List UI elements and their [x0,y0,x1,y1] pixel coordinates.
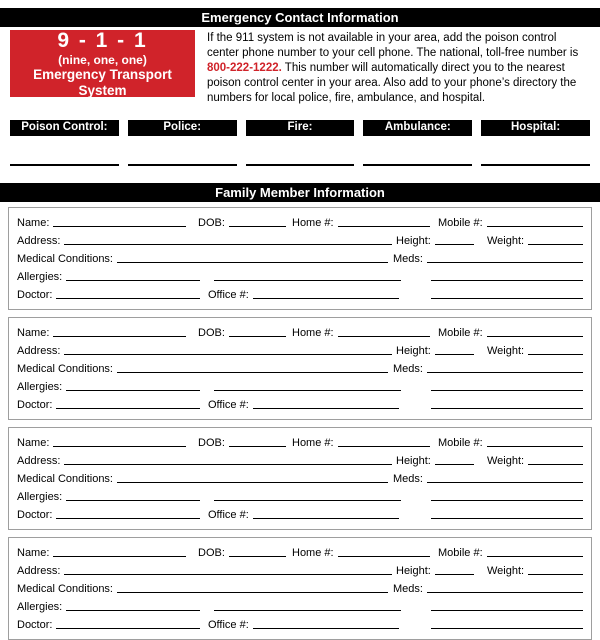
office-phone-line[interactable] [253,515,399,519]
office-phone-label: Office #: [208,509,249,521]
allergies-continuation-line[interactable] [214,277,401,281]
name-line[interactable] [53,553,186,557]
police-number-line[interactable] [128,164,237,166]
poison-control-number-line[interactable] [10,164,119,166]
meds-line[interactable] [427,369,583,373]
instructions-before-phone: If the 911 system is not available in your area, add the poison control center phone number to your cell phone. The national, toll-free number is [207,32,579,59]
poison-control-phone-number: 800-222-1222. [207,62,282,74]
name-line[interactable] [53,443,186,447]
meds-continuation-line-2[interactable] [431,295,583,299]
meds-continuation-line-1[interactable] [431,387,583,391]
doctor-label: Doctor: [17,509,53,521]
mobile-phone-label: Mobile #: [438,327,483,339]
address-label: Address: [17,345,61,357]
medical-conditions-label: Medical Conditions: [17,363,113,375]
allergies-line[interactable] [66,607,200,611]
911-spelled-out: (nine, one, one) [58,52,147,67]
allergies-continuation-line[interactable] [214,387,401,391]
mobile-phone-line[interactable] [487,443,583,447]
name-label: Name: [17,327,50,339]
meds-continuation-line-1[interactable] [431,607,583,611]
row-name-dob-phones [17,432,583,450]
meds-label: Meds: [393,253,423,265]
row-address [17,450,583,468]
doctor-line[interactable] [56,405,200,409]
height-line[interactable] [435,241,474,245]
name-line[interactable] [53,333,186,337]
dob-line[interactable] [229,443,286,447]
911-card [10,30,195,97]
section-header-emergency-contact: Emergency Contact Information [0,8,600,27]
meds-continuation-line-1[interactable] [431,277,583,281]
dob-label: DOB: [198,437,225,449]
meds-continuation-line-2[interactable] [431,515,583,519]
meds-line[interactable] [427,479,583,483]
medical-conditions-line[interactable] [117,259,388,263]
address-label: Address: [17,565,61,577]
contact-hospital [481,120,590,166]
weight-label: Weight: [487,345,525,357]
row-doctor [17,284,583,302]
mobile-phone-line[interactable] [487,333,583,337]
ambulance-label: Ambulance: [363,120,472,136]
home-phone-label: Home #: [292,437,334,449]
medical-conditions-label: Medical Conditions: [17,253,113,265]
dob-line[interactable] [229,333,286,337]
address-line[interactable] [64,571,392,575]
row-doctor [17,614,583,632]
doctor-line[interactable] [56,515,200,519]
fire-label: Fire: [246,120,355,136]
doctor-label: Doctor: [17,619,53,631]
weight-label: Weight: [487,565,525,577]
medical-conditions-label: Medical Conditions: [17,583,113,595]
office-phone-label: Office #: [208,399,249,411]
meds-label: Meds: [393,583,423,595]
name-label: Name: [17,217,50,229]
office-phone-label: Office #: [208,289,249,301]
weight-label: Weight: [487,235,525,247]
home-phone-line[interactable] [338,443,430,447]
hospital-number-line[interactable] [481,164,590,166]
weight-line[interactable] [528,571,583,575]
medical-conditions-label: Medical Conditions: [17,473,113,485]
contact-poison-control [10,120,119,166]
meds-line[interactable] [427,589,583,593]
doctor-line[interactable] [56,295,200,299]
allergies-label: Allergies: [17,491,63,503]
weight-line[interactable] [528,241,583,245]
family-member-block-1 [8,207,592,310]
doctor-label: Doctor: [17,399,53,411]
mobile-phone-line[interactable] [487,223,583,227]
allergies-line[interactable] [66,277,200,281]
allergies-label: Allergies: [17,601,63,613]
allergies-label: Allergies: [17,271,63,283]
height-line[interactable] [435,461,474,465]
home-phone-label: Home #: [292,547,334,559]
dob-line[interactable] [229,223,286,227]
instructions-after-phone: This number will automatically direct you to the nearest poison control center in your area. Also add to your phone’s directory the numbers for local police, fire, ambulance, and hospital. [207,62,577,104]
meds-continuation-line-2[interactable] [431,625,583,629]
mobile-phone-label: Mobile #: [438,547,483,559]
ambulance-number-line[interactable] [363,164,472,166]
contact-ambulance [363,120,472,166]
doctor-label: Doctor: [17,289,53,301]
home-phone-line[interactable] [338,333,430,337]
row-name-dob-phones [17,542,583,560]
row-allergies [17,486,583,504]
meds-label: Meds: [393,363,423,375]
allergies-line[interactable] [66,387,200,391]
mobile-phone-label: Mobile #: [438,437,483,449]
height-line[interactable] [435,571,474,575]
poison-control-label: Poison Control: [10,120,119,136]
address-line[interactable] [64,461,392,465]
mobile-phone-line[interactable] [487,553,583,557]
dob-label: DOB: [198,327,225,339]
row-medical [17,578,583,596]
address-line[interactable] [64,241,392,245]
police-label: Police: [128,120,237,136]
contact-fire [246,120,355,166]
row-medical [17,468,583,486]
address-label: Address: [17,455,61,467]
allergies-label: Allergies: [17,381,63,393]
row-address [17,560,583,578]
height-label: Height: [396,235,431,247]
mobile-phone-label: Mobile #: [438,217,483,229]
address-label: Address: [17,235,61,247]
weight-line[interactable] [528,351,583,355]
office-phone-label: Office #: [208,619,249,631]
row-medical [17,358,583,376]
fire-number-line[interactable] [246,164,355,166]
emergency-contact-form [0,8,600,640]
family-member-block-4 [8,537,592,640]
medical-conditions-line[interactable] [117,479,388,483]
dob-line[interactable] [229,553,286,557]
height-label: Height: [396,565,431,577]
allergies-line[interactable] [66,497,200,501]
height-line[interactable] [435,351,474,355]
meds-label: Meds: [393,473,423,485]
intro-section [10,30,590,106]
emergency-numbers-row [10,120,590,166]
meds-line[interactable] [427,259,583,263]
office-phone-line[interactable] [253,625,399,629]
weight-label: Weight: [487,455,525,467]
911-number: 9 - 1 - 1 [57,28,148,52]
row-allergies [17,376,583,394]
row-doctor [17,394,583,412]
family-member-block-2 [8,317,592,420]
height-label: Height: [396,345,431,357]
allergies-continuation-line[interactable] [214,607,401,611]
height-label: Height: [396,455,431,467]
address-line[interactable] [64,351,392,355]
name-label: Name: [17,437,50,449]
row-medical [17,248,583,266]
911-caption: Emergency Transport System [33,66,172,98]
office-phone-line[interactable] [253,295,399,299]
dob-label: DOB: [198,217,225,229]
name-label: Name: [17,547,50,559]
row-doctor [17,504,583,522]
meds-continuation-line-1[interactable] [431,497,583,501]
meds-continuation-line-2[interactable] [431,405,583,409]
home-phone-line[interactable] [338,223,430,227]
hospital-label: Hospital: [481,120,590,136]
family-member-block-3 [8,427,592,530]
row-allergies [17,266,583,284]
home-phone-label: Home #: [292,327,334,339]
medical-conditions-line[interactable] [117,369,388,373]
instructions-paragraph [207,30,590,106]
contact-police [128,120,237,166]
office-phone-line[interactable] [253,405,399,409]
row-name-dob-phones [17,212,583,230]
row-address [17,230,583,248]
dob-label: DOB: [198,547,225,559]
doctor-line[interactable] [56,625,200,629]
home-phone-label: Home #: [292,217,334,229]
weight-line[interactable] [528,461,583,465]
medical-conditions-line[interactable] [117,589,388,593]
name-line[interactable] [53,223,186,227]
row-allergies [17,596,583,614]
row-name-dob-phones [17,322,583,340]
home-phone-line[interactable] [338,553,430,557]
row-address [17,340,583,358]
section-header-family-member: Family Member Information [0,183,600,202]
allergies-continuation-line[interactable] [214,497,401,501]
